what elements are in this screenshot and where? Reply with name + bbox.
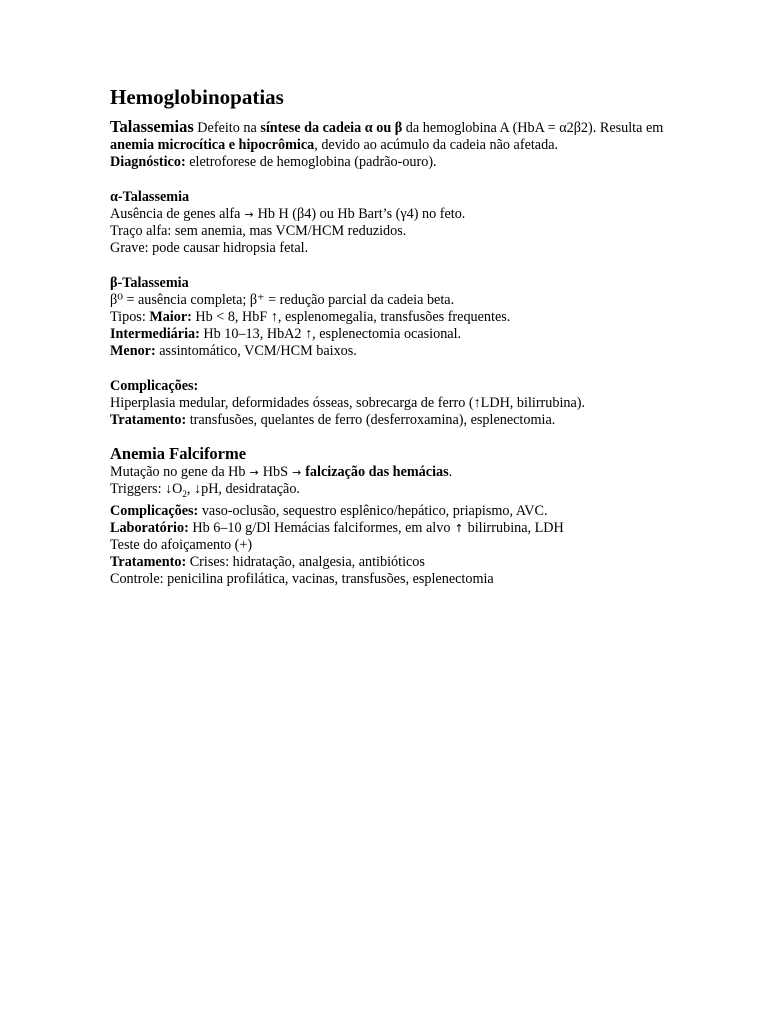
text-span: Hb H (β4) ou Hb Bart’s (γ4) no feto. [257, 206, 466, 222]
talassemias-diagnostico [110, 154, 670, 171]
text-span: Hb < 8, HbF ↑, esplenomegalia, transfusões frequentes. [195, 309, 511, 325]
label: Intermediária: [110, 326, 200, 342]
complicacoes-tratamento [110, 412, 670, 429]
text-span: Crises: hidratação, analgesia, antibióticos [189, 553, 425, 570]
text-span: . [448, 464, 453, 480]
bold-span: síntese da cadeia α ou β [260, 120, 403, 136]
text-span: Hb 10–13, HbA2 ↑, esplenectomia ocasional. [203, 326, 462, 342]
falciforme-complicacoes [110, 503, 670, 520]
arrow-right-icon: → [244, 208, 254, 221]
text-span: vaso-oclusão, sequestro esplênico/hepático, priapismo, AVC. [201, 502, 548, 519]
falciforme-teste: Teste do afoiçamento (+) [110, 536, 253, 553]
beta-tipos [110, 309, 670, 326]
label: Laboratório: [110, 519, 189, 536]
text-span: transfusões, quelantes de ferro (desferroxamina), esplenectomia. [189, 412, 556, 428]
label: Complicações: [110, 502, 199, 519]
talassemias-definition [110, 118, 670, 154]
falciforme-heading: Anemia Falciforme [110, 444, 247, 463]
falciforme-heading-line [110, 445, 670, 464]
document-content [110, 84, 670, 588]
bold-span: anemia microcítica e hipocrômica [110, 137, 315, 153]
falciforme-triggers [110, 481, 670, 503]
falciforme-tratamento [110, 554, 670, 571]
bold-span: falcização das hemácias [305, 464, 449, 480]
talassemias-heading: Talassemias [110, 117, 194, 136]
page-title: Hemoglobinopatias [110, 85, 284, 109]
beta-heading [110, 275, 670, 292]
complicacoes-heading [110, 378, 670, 395]
text-span: da hemoglobina A (HbA = α2β2). [405, 120, 597, 136]
falciforme-mutacao [110, 464, 670, 481]
alfa-line-1 [110, 206, 670, 223]
arrow-right-icon: → [249, 466, 259, 479]
section-heading: Complicações: [110, 378, 199, 394]
text-span: Defeito na [197, 120, 257, 136]
text-span: bilirrubina, LDH [467, 519, 564, 536]
text-span: assintomático, VCM/HCM baixos. [159, 343, 357, 359]
label: Maior: [149, 309, 192, 325]
subscript: 2 [182, 488, 187, 499]
arrow-up-icon: ↑ [454, 521, 464, 535]
label: Diagnóstico: [110, 154, 186, 170]
beta-menor [110, 343, 670, 360]
text-span: eletroforese de hemoglobina (padrão-ouro). [189, 154, 437, 170]
label: Menor: [110, 343, 156, 359]
text-span: Tipos: [110, 309, 146, 325]
section-heading: β-Talassemia [110, 275, 189, 291]
arrow-right-icon: → [291, 466, 302, 479]
alfa-line-3: Grave: pode causar hidropsia fetal. [110, 240, 309, 256]
text-span: Hb 6–10 g/Dl Hemácias falciformes, em alvo [192, 519, 451, 536]
text-span: , ↓pH, desidratação. [186, 481, 300, 497]
text-span: Resulta em [599, 120, 664, 136]
label: Tratamento: [110, 553, 187, 570]
text-span: , devido ao acúmulo da cadeia não afetada. [314, 137, 559, 153]
beta-intermediaria [110, 326, 670, 343]
beta-line-1: β⁰ = ausência completa; β⁺ = redução parcial da cadeia beta. [110, 292, 455, 308]
text-span: Mutação no gene da Hb [110, 464, 246, 480]
alfa-heading [110, 189, 670, 206]
complicacoes-line-1: Hiperplasia medular, deformidades ósseas, sobrecarga de ferro (↑LDH, bilirrubina). [110, 395, 586, 411]
alfa-line-2: Traço alfa: sem anemia, mas VCM/HCM reduzidos. [110, 223, 407, 239]
text-span: HbS [262, 464, 288, 480]
falciforme-laboratorio [110, 520, 670, 537]
label: Tratamento: [110, 412, 187, 428]
text-span: Triggers: ↓O [110, 481, 183, 497]
falciforme-controle: Controle: penicilina profilática, vacinas, transfusões, esplenectomia [110, 570, 494, 587]
text-span: Ausência de genes alfa [110, 206, 241, 222]
section-heading: α-Talassemia [110, 189, 190, 205]
